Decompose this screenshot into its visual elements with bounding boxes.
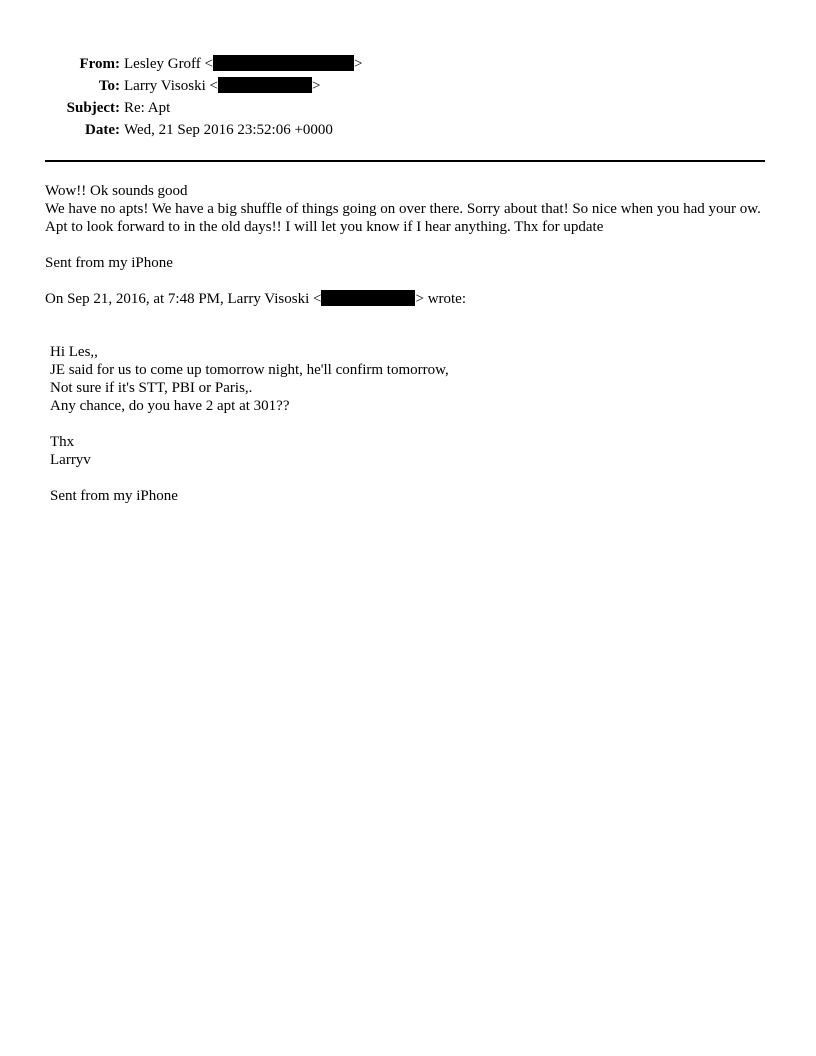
quoted-line: Larryv (50, 452, 91, 468)
to-row (45, 75, 765, 97)
quoted-line: Not sure if it's STT, PBI or Paris,. (50, 380, 253, 396)
from-row (45, 53, 765, 75)
message-body (45, 182, 765, 308)
email-header (45, 53, 765, 141)
subject-row (45, 97, 765, 119)
attribution-suffix: wrote: (427, 291, 467, 307)
quoted-line: Thx (50, 434, 75, 450)
to-label: To: (98, 78, 120, 94)
quoted-line: JE said for us to come up tomorrow night, he'll confirm tomorrow, (50, 362, 449, 378)
quoted-signature: Sent from my iPhone (50, 488, 178, 504)
redacted-email (213, 55, 354, 71)
from-name: Lesley Groff (124, 56, 201, 72)
to-name: Larry Visoski (124, 78, 206, 94)
date-label: Date: (85, 122, 120, 138)
quoted-line: Hi Les,, (50, 344, 98, 360)
message-signature: Sent from my iPhone (45, 255, 173, 271)
from-label: From: (79, 56, 120, 72)
header-divider (45, 160, 765, 162)
attribution-prefix: On Sep 21, 2016, at 7:48 PM, Larry Visoski (45, 291, 310, 307)
to-value: Larry Visoski < > (124, 78, 321, 94)
quoted-line: Any chance, do you have 2 apt at 301?? (50, 398, 290, 414)
subject-value: Re: Apt (124, 100, 171, 116)
quoted-message (50, 343, 750, 505)
message-paragraph: We have no apts! We have a big shuffle of things going on over there. Sorry about that! So nice when you had your ow. Apt to look forward to in the old days!! I will let you know if I hear anything. Thx for update (45, 201, 761, 235)
redacted-email (321, 290, 415, 306)
date-row (45, 119, 765, 141)
subject-label: Subject: (66, 100, 120, 116)
date-value: Wed, 21 Sep 2016 23:52:06 +0000 (124, 122, 333, 138)
redacted-email (218, 77, 312, 93)
reply-attribution: On Sep 21, 2016, at 7:48 PM, Larry Visoski < > wrote: (45, 291, 467, 307)
message-line: Wow!! Ok sounds good (45, 183, 188, 199)
from-value: Lesley Groff < > (124, 56, 363, 72)
